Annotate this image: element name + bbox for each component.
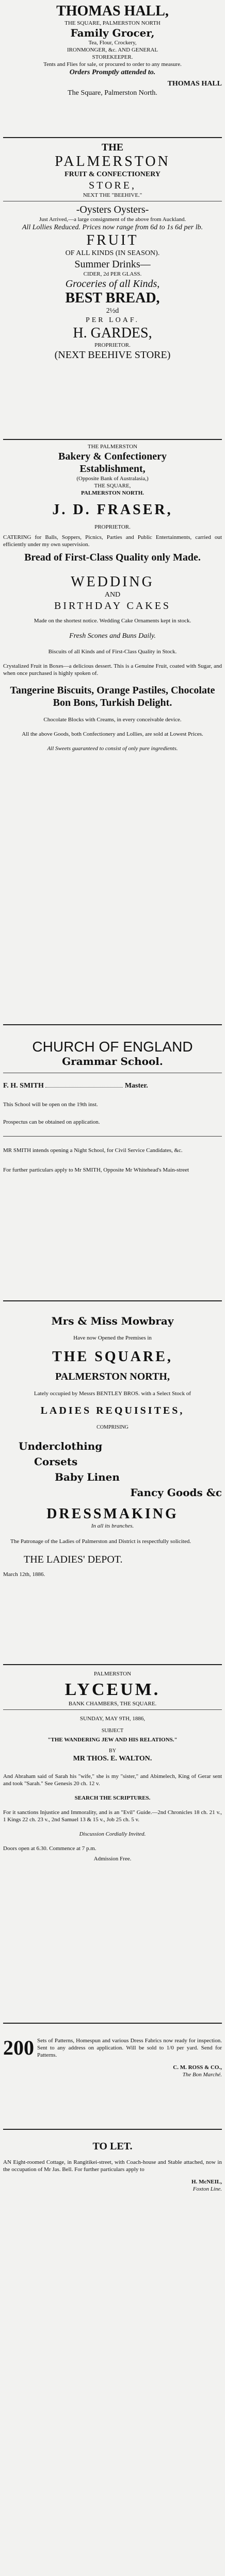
item-corsets: Corsets xyxy=(34,1455,78,1468)
proprietor-title: PROPRIETOR. xyxy=(94,524,131,530)
by-label: BY xyxy=(109,1748,116,1754)
bread-price: 2½d xyxy=(106,307,119,315)
ad-mowbray xyxy=(3,1301,222,1665)
bread-note: Bread of First-Class Quality only Made. xyxy=(24,552,201,563)
tangerine-heading: Tangerine Biscuits, Orange Pastiles, Chocolate Bon Bons, Turkish Delight. xyxy=(10,685,215,708)
subject-title: "THE WANDERING JEW AND HIS RELATIONS." xyxy=(47,1737,178,1743)
ad-thomas-hall xyxy=(3,0,222,138)
opened-note: Have now Opened the Premises in xyxy=(73,1335,152,1341)
branches-note: In all its branches. xyxy=(91,1523,134,1529)
master-title: Master. xyxy=(124,1082,148,1090)
drinks-heading: Summer Drinks— xyxy=(74,259,151,270)
item-fancy-goods: Fancy Goods &c xyxy=(130,1486,222,1499)
ad-store: STORE, xyxy=(89,180,136,191)
above-note: All the above Goods, both Confectionery and Lollies, are sold at Lowest Prices. xyxy=(22,731,203,737)
ad-square: THE SQUARE, xyxy=(94,483,131,489)
ad-bakery xyxy=(3,440,222,1025)
lyceum-heading: LYCEUM. xyxy=(65,1680,160,1699)
fruit-heading: FRUIT xyxy=(86,232,139,248)
ad-establishment: Establishment, xyxy=(79,463,146,474)
goods-line: Tea, Flour, Crockery, xyxy=(88,40,137,46)
patterns-note: Sets of Patterns, Homespun and various Dress Fabrics now ready for inspection. Sent to any address on application. Will be sold to 1/0 per yard. Send for Patterns. xyxy=(37,2038,222,2058)
church-heading: CHURCH OF ENGLAND xyxy=(32,1039,193,1055)
bread-heading: BEST BREAD, xyxy=(65,290,160,306)
doors-note: Doors open at 6.30. Commence at 7 p.m. xyxy=(3,1845,97,1852)
goods-line: STOREKEEPER. xyxy=(92,54,133,60)
goods-line: IRONMONGER, &c. AND GENERAL xyxy=(67,47,158,53)
crystal-note: Crystalized Fruit in Boxes—a delicious dessert. This is a Genuine Fruit, coated with Sugar, and when once purchased is highly spoken of. xyxy=(3,663,222,676)
ad-name: PALMERSTON xyxy=(55,154,170,170)
tents-note: Tents and Flies for sale, or procured to order to any measure. xyxy=(43,61,182,67)
depot-sign: THE LADIES' DEPOT. xyxy=(24,1554,123,1565)
biscuits-note: Biscuits of all Kinds and of First-Class Quality in Stock. xyxy=(48,649,177,655)
proprietor-name: J. D. FRASER, xyxy=(52,502,173,518)
ad-town: PALMERSTON NORTH. xyxy=(81,490,144,496)
ad-next: NEXT THE "BEEHIVE." xyxy=(83,192,142,198)
ad-title: THOMAS HALL, xyxy=(56,3,169,19)
cider-note: CIDER, 2d PER GLASS. xyxy=(83,271,142,277)
fresh-note: Fresh Scones and Buns Daily. xyxy=(69,632,156,640)
ad-the: THE xyxy=(101,142,124,153)
and-word: AND xyxy=(104,591,121,599)
ladies-heading: LADIES REQUISITES, xyxy=(40,1405,185,1416)
master-name: F. H. SMITH xyxy=(3,1082,44,1090)
per-loaf: PER LOAF. xyxy=(85,316,140,324)
signature-name: C. M. ROSS & CO., xyxy=(173,2064,222,2071)
abraham-note: And Abraham said of Sarah his "wife," she is my "sister," and Abimelech, King of Gerar sent and took "Sarah." See Genesis 20 ch. 12 v. xyxy=(3,1773,222,1787)
catering-note: CATERING for Balls, Soppers, Picnics, Parties and Public Entertainments, carried out efficiently under my own supervision. xyxy=(3,534,222,548)
prospectus-note: Prospectus can be obtained on application. xyxy=(3,1119,100,1125)
patronage-note: The Patronage of the Ladies of Palmerston and District is respectfully solicited. xyxy=(10,1538,191,1545)
lecture-date: SUNDAY, MAY 9TH, 1886, xyxy=(79,1716,146,1722)
birthday-heading: BIRTHDAY CAKES xyxy=(54,600,171,612)
dressmaking-heading: DRESSMAKING xyxy=(46,1506,179,1522)
arrived-note: Just Arrived,—a large consignment of the above from Auckland. xyxy=(39,216,186,223)
patterns-count: 200 xyxy=(3,2036,34,2059)
town-heading: PALMERSTON NORTH, xyxy=(55,1371,170,1382)
signature-address: The Square, Palmerston North. xyxy=(68,89,157,97)
discussion-note: Discussion Cordially Invited. xyxy=(79,1831,146,1837)
signature-name: THOMAS HALL xyxy=(167,80,222,88)
search-note: SEARCH THE SCRIPTURES. xyxy=(74,1795,151,1801)
ad-the: THE PALMERSTON xyxy=(87,444,138,450)
ad-grammar-school xyxy=(3,1025,222,1301)
sweets-note: All Sweets guaranteed to consist of only pure ingredients. xyxy=(47,745,178,752)
ad-to-let xyxy=(3,2130,222,2197)
item-underclothing: Underclothing xyxy=(19,1440,103,1452)
chocolate-note: Chocolate Blocks with Creams, in every conceivable device. xyxy=(43,717,182,723)
signature-address: Foxton Line. xyxy=(192,2186,222,2192)
sanctions-note: For it sanctions Injustice and Immorality, and is an "Evil" Guide.—2nd Chronicles 18 ch. 21 v., 1 Kings 22 ch. 23 v., 2nd Samuel 13 & 15 v., Job 25 ch. 5 v. xyxy=(3,1809,222,1823)
chambers-note: BANK CHAMBERS, THE SQUARE. xyxy=(68,1701,157,1707)
ad-trade: Family Grocer, xyxy=(70,27,155,39)
to-let-heading: TO LET. xyxy=(92,2141,133,2152)
next-beehive: (NEXT BEEHIVE STORE) xyxy=(54,349,171,361)
item-baby-linen: Baby Linen xyxy=(55,1471,120,1483)
date: March 12th, 1886. xyxy=(3,1571,45,1578)
subject-label: SUBJECT xyxy=(101,1728,124,1734)
lately-note: Lately occupied by Messrs BENTLEY BROS. with a Select Stock of xyxy=(34,1391,191,1397)
night-school-note: MR SMITH intends opening a Night School, for Civil Service Candidates, &c. xyxy=(3,1147,183,1154)
oysters-heading: -Oysters Oysters- xyxy=(76,204,149,215)
ad-trade: FRUIT & CONFECTIONERY xyxy=(65,171,160,178)
comprising-label: COMPRISING xyxy=(97,1425,128,1430)
school-heading: Grammar School. xyxy=(62,1055,163,1067)
ad-fruit-store xyxy=(3,138,222,440)
cakes-note: Made on the shortest notice. Wedding Cake Ornaments kept in stock. xyxy=(34,618,191,624)
wedding-heading: WEDDING xyxy=(71,574,154,590)
names-heading: Mrs & Miss Mowbray xyxy=(51,1315,174,1327)
master-line xyxy=(3,1081,222,1091)
square-heading: THE SQUARE, xyxy=(52,1349,173,1365)
signature-store: The Bon Marché. xyxy=(182,2072,222,2078)
ad-lyceum xyxy=(3,1665,222,2024)
groceries-heading: Groceries of all Kinds, xyxy=(65,278,160,290)
ad-opposite: (Opposite Bank of Australasia,) xyxy=(76,476,149,482)
to-let-note: AN Eight-roomed Cottage, in Rangitikei-street, with Coach-house and Stable attached, now in the occupation of Mr Jas. Bell. For further particulars apply to xyxy=(3,2159,222,2173)
fruit-kinds: OF ALL KINDS (IN SEASON). xyxy=(65,249,160,257)
signature-name: H. McNEIL, xyxy=(191,2179,222,2185)
lollies-note: All Lollies Reduced. Prices now range from 6d to 1s 6d per lb. xyxy=(22,224,203,231)
ad-trade: Bakery & Confectionery xyxy=(58,451,167,462)
lecturer-name: MR THOS. E. WALTON. xyxy=(73,1755,152,1762)
opened-note: This School will be open on the 19th inst. xyxy=(3,1101,98,1108)
proprietor-title: PROPRIETOR. xyxy=(94,342,131,348)
further-note: For further particulars apply to Mr SMITH, Opposite Mr Whitehead's Main-street xyxy=(3,1167,189,1173)
orders-note: Orders Promptly attended to. xyxy=(69,69,156,76)
ad-address: THE SQUARE, PALMERSTON NORTH xyxy=(65,20,160,26)
town-heading: PALMERSTON xyxy=(93,1671,132,1677)
admission-note: Admission Free. xyxy=(93,1856,132,1862)
ad-ross xyxy=(3,2024,222,2130)
proprietor-name: H. GARDES, xyxy=(73,325,152,341)
